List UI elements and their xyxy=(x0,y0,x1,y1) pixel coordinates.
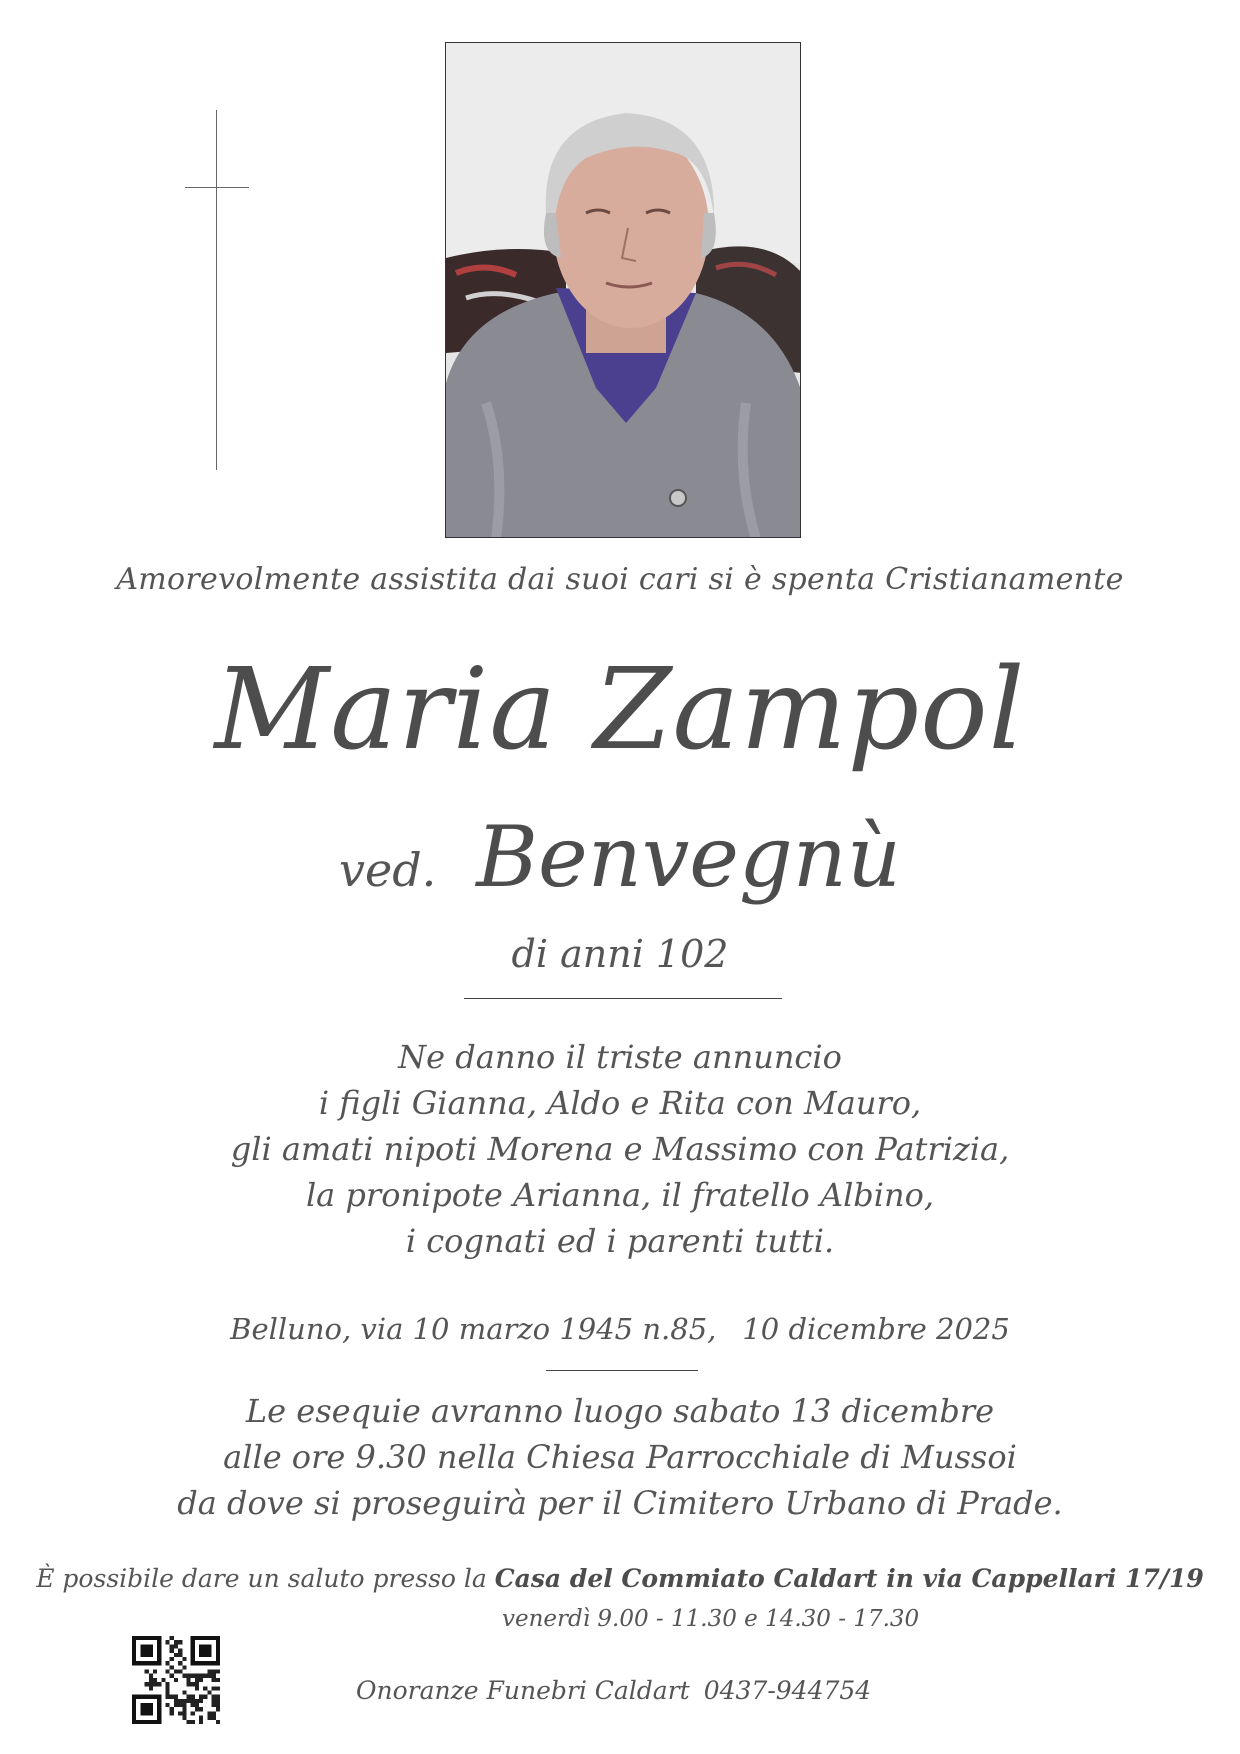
divider xyxy=(546,1370,698,1371)
funeral-block xyxy=(0,1388,1240,1526)
announcement-line: gli amati nipoti Morena e Massimo con Patrizia, xyxy=(230,1130,1010,1168)
deceased-name: Maria Zampol xyxy=(214,645,1026,775)
widow-line xyxy=(0,808,1240,906)
funeral-line: da dove si proseguirà per il Cimitero Urbano di Prade. xyxy=(177,1484,1063,1522)
funeral-line: Le esequie avranno luogo sabato 13 dicembre xyxy=(245,1392,995,1430)
qr-code-icon[interactable] xyxy=(132,1636,220,1724)
announcement-line: Ne danno il triste annuncio xyxy=(398,1038,842,1076)
death-date: 10 dicembre 2025 xyxy=(742,1312,1010,1346)
funeral-home-name: Onoranze Funebri Caldart xyxy=(356,1676,690,1705)
intro-line: Amorevolmente assistita dai suoi cari si è spenta Cristianamente xyxy=(116,562,1124,597)
cross-icon-horizontal xyxy=(185,187,249,188)
announcement-line: la pronipote Arianna, il fratello Albino, xyxy=(305,1176,935,1214)
address: Belluno, via 10 marzo 1945 n.85, xyxy=(230,1312,717,1346)
place-date-line xyxy=(0,1312,1240,1346)
phone-number[interactable]: 0437-944754 xyxy=(703,1676,872,1705)
widow-prefix: ved. xyxy=(339,843,437,897)
divider xyxy=(464,998,782,999)
portrait-photo xyxy=(445,42,801,538)
age-line: di anni 102 xyxy=(511,932,729,976)
announcement-line: i cognati ed i parenti tutti. xyxy=(405,1222,835,1260)
cross-icon-vertical xyxy=(216,110,217,470)
announcement-line: i figli Gianna, Aldo e Rita con Mauro, xyxy=(318,1084,922,1122)
visit-place: Casa del Commiato Caldart in via Cappellari 17/19 xyxy=(494,1564,1204,1593)
visit-prefix: È possibile dare un saluto presso la xyxy=(36,1564,487,1593)
married-name: Benvegnù xyxy=(476,808,901,906)
visit-line xyxy=(0,1564,1240,1593)
visit-hours: venerdì 9.00 - 11.30 e 14.30 - 17.30 xyxy=(502,1606,920,1632)
footer-line xyxy=(356,1676,871,1705)
funeral-line: alle ore 9.30 nella Chiesa Parrocchiale di Mussoi xyxy=(223,1438,1017,1476)
announcement-block xyxy=(0,1034,1240,1264)
